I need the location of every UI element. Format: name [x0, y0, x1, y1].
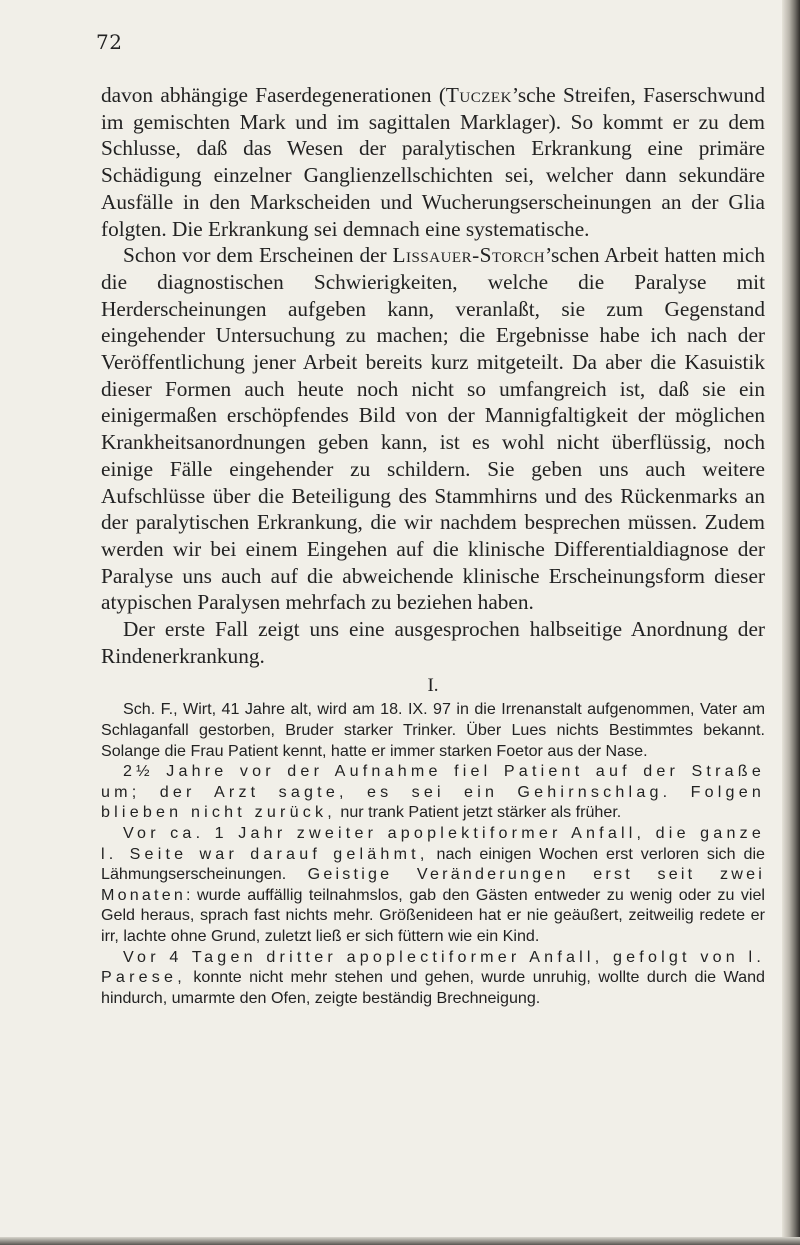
- paragraph-2: [101, 242, 765, 616]
- case-number: I.: [427, 675, 439, 697]
- paragraph-3: [101, 616, 765, 669]
- c2-seg-1: nur trank Patient jetzt stärker als früher.: [335, 803, 622, 822]
- p3-seg-0: Der erste Fall zeigt uns eine ausgesprochen halbseitige Anordnung der Rindenerkrankung.: [101, 617, 765, 668]
- c4-seg-0: Vor 4 Tagen dritter apoplectiformer Anfall, gefolgt von l. Parese,: [101, 947, 765, 987]
- c1-seg-0: Sch. F., Wirt, 41 Jahre alt, wird am 18. IX. 97 in die Irrenanstalt aufgenommen, Vater am Schlaganfall gestorben, Bruder starker Trinker. Über Lues nichts Bestimmtes bekannt. Solange die Frau Patient kennt, hatte er immer starken Foetor aus der Nase.: [101, 700, 765, 760]
- page-body: [101, 82, 765, 1008]
- author-name-lissauer-storch: Lissauer-Storch: [392, 243, 546, 268]
- p2-seg-2: ’schen Arbeit hatten mich die diagnostischen Schwierigkeiten, welche die Paralyse mit Herderscheinungen aufgeben kann, veranlaßt, sie zum Gegenstand eingehender Untersuchung zu machen; die Ergebnisse habe ich nach der Veröffentlichung jener Arbeit bereits kurz mitgeteilt. Da aber die Kasuistik dieser Formen auch heute noch nicht so umfangreich ist, daß sie ein einigermaßen erschöpfendes Bild von der Mannigfaltigkeit der möglichen Krankheitsanordnungen geben kann, ist es wohl nicht überflüssig, noch einige Fälle eingehender zu schildern. Sie geben uns auch weitere Aufschlüsse über die Beteiligung des Stammhirns und des Rückenmarks an der paralytischen Erkrankung, die wir nachdem besprechen müssen. Zudem werden wir bei einem Eingehen auf die klinische Differentialdiagnose der Paralyse uns auch auf die abweichende klinische Erscheinungsform dieser atypischen Paralysen mehrfach zu beziehen haben.: [101, 243, 765, 615]
- c3-seg-1: nach einigen Wochen erst verloren sich die Lähmungserscheinungen.: [101, 844, 765, 884]
- main-text: [101, 82, 765, 669]
- p2-seg-0: Schon vor dem Erscheinen der: [123, 243, 393, 268]
- c4-seg-1: konnte nicht mehr stehen und gehen, wurde unruhig, wollte durch die Wand hindurch, umarmte den Ofen, zeigte beständig Brechneigung.: [101, 968, 765, 1007]
- author-name-tuczek: Tuczek: [445, 83, 512, 107]
- case-paragraph-2: [101, 761, 765, 823]
- page-number: 72: [96, 30, 123, 54]
- c3-seg-2: Geistige Veränderungen erst seit zwei Monaten: [101, 865, 765, 904]
- paragraph-1: [101, 82, 765, 242]
- case-report: [101, 699, 765, 1008]
- p1-seg-2: ’sche Streifen, Faserschwund im gemischten Mark und im sagittalen Marklager). So kommt er zu dem Schlusse, daß das Wesen der paralytischen Erkrankung eine primäre Schädigung einzelner Ganglienzellschichten sei, welcher dann sekundäre Ausfälle in den Markscheiden und Wucherungserscheinungen an der Glia folgten. Die Erkrankung sei demnach eine systematische.: [101, 83, 765, 241]
- case-paragraph-1: [101, 699, 765, 761]
- page-edge-shadow: [782, 0, 800, 1245]
- p1-seg-0: davon abhängige Faserdegenerationen (: [101, 83, 446, 107]
- case-paragraph-4: [101, 947, 765, 1009]
- case-paragraph-3: [101, 823, 765, 947]
- c3-seg-0: Vor ca. 1 Jahr zweiter apoplektiformer Anfall, die ganze l. Seite war darauf gelähmt,: [101, 824, 765, 863]
- c3-seg-3: : wurde auffällig teilnahmslos, gab den Gästen entweder zu wenig oder zu viel Geld heraus, sprach fast nichts mehr. Größenideen hat er nie geäußert, zeitweilig redete er irr, lachte ohne Grund, zuletzt ließ er sich füttern wie ein Kind.: [101, 885, 765, 945]
- c2-seg-0: 2½ Jahre vor der Aufnahme fiel Patient auf der Straße um; der Arzt sagte, es sei ein Gehirnschlag. Folgen blieben nicht zurück,: [101, 762, 765, 822]
- page-bottom-edge: [0, 1237, 800, 1245]
